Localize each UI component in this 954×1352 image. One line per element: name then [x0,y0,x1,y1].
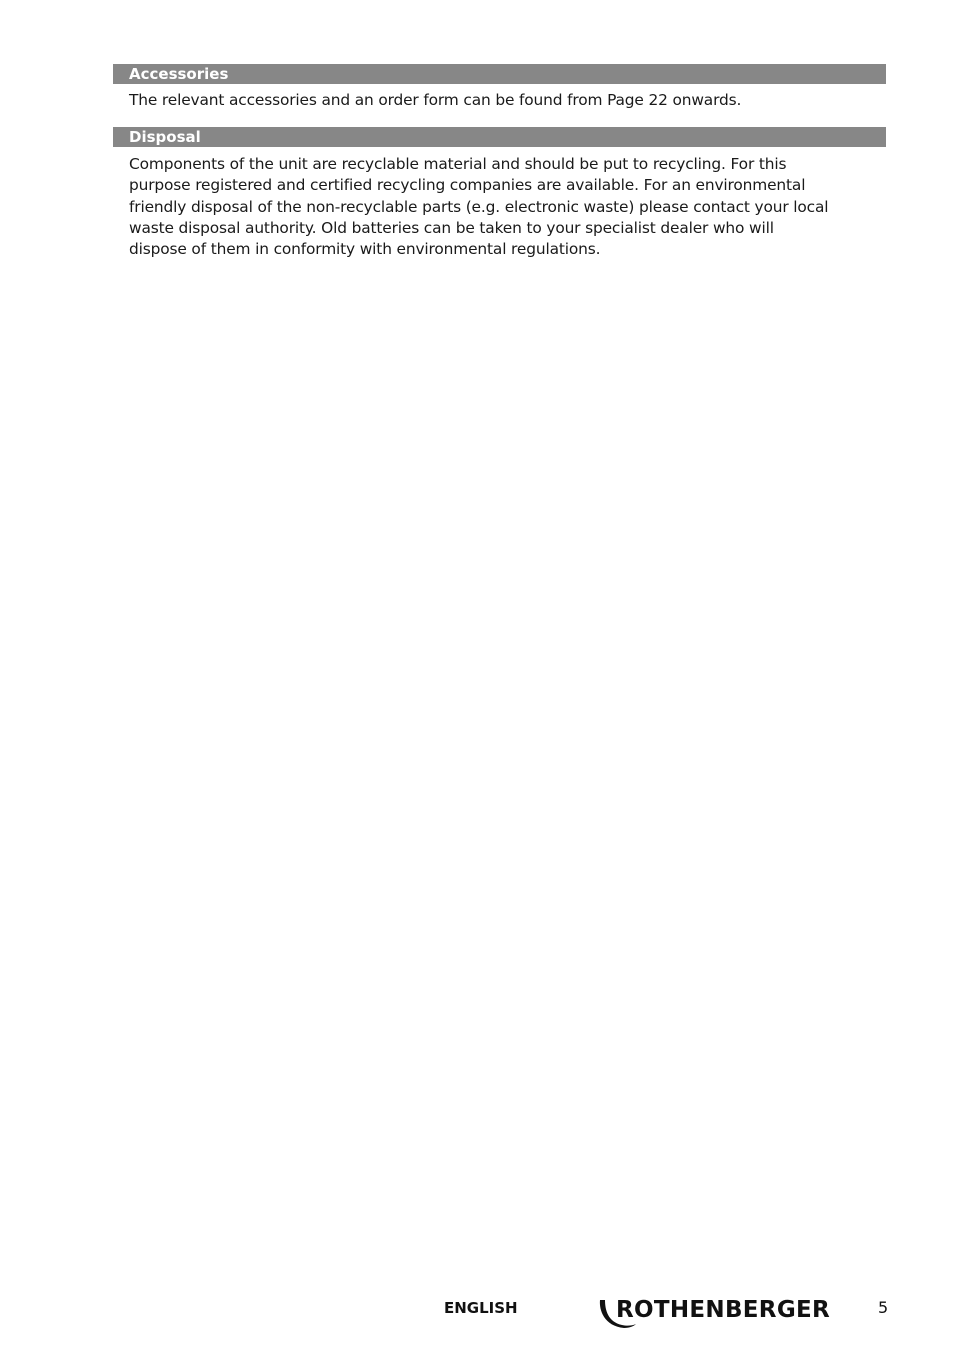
paragraph-line: friendly disposal of the non-recyclable parts (e.g. electronic waste) please contact your local [129,197,829,216]
section-heading-label: Disposal [129,128,201,146]
paragraph-line: purpose registered and certified recycling companies are available. For an environmental [129,176,806,195]
paragraph-line: dispose of them in conformity with environmental regulations. [129,240,601,259]
section-heading-accessories [113,64,886,84]
paragraph-line: The relevant accessories and an order form can be found from Page 22 onwards. [129,91,742,109]
accessories-paragraph [129,90,859,111]
disposal-paragraph [129,154,859,260]
footer-language: ENGLISH [444,1299,518,1317]
page-number: 5 [878,1298,889,1317]
section-heading-label: Accessories [129,65,229,83]
logo-wordmark: ROTHENBERGER [616,1297,831,1323]
brand-logo [596,1296,836,1332]
paragraph-line: Components of the unit are recyclable material and should be put to recycling. For this [129,155,787,173]
paragraph-line: waste disposal authority. Old batteries can be taken to your specialist dealer who will [129,218,774,237]
section-heading-disposal [113,127,886,147]
